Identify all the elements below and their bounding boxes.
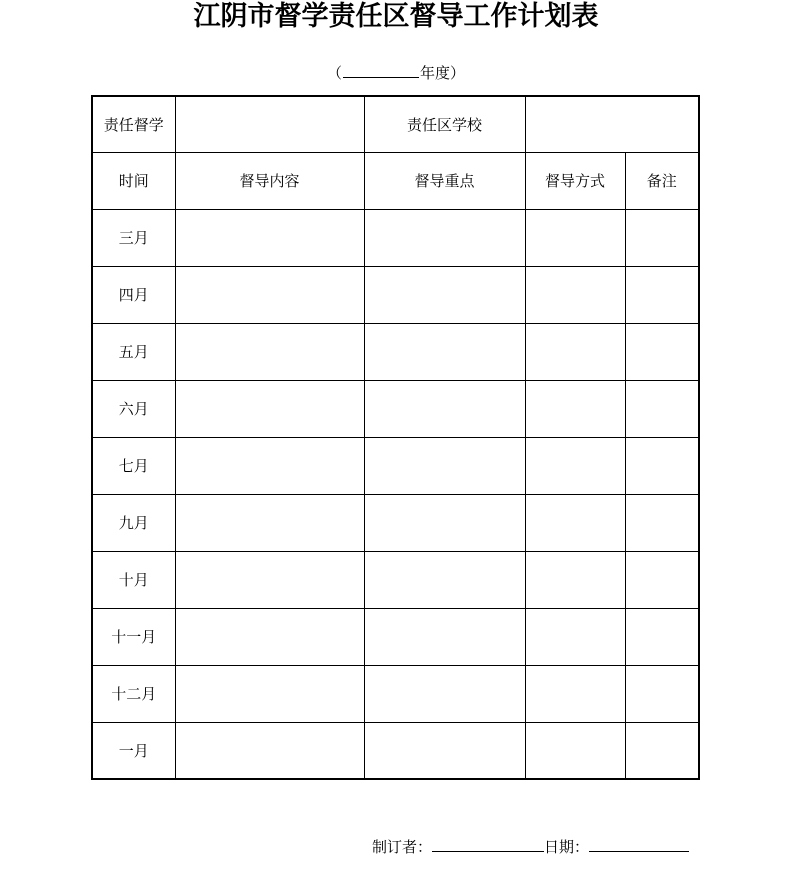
focus-cell[interactable] — [364, 209, 525, 266]
date-blank-field[interactable] — [589, 835, 689, 852]
table-row — [92, 380, 699, 437]
col-header-method: 督导方式 — [525, 152, 625, 209]
method-cell[interactable] — [525, 323, 625, 380]
method-cell[interactable] — [525, 209, 625, 266]
method-cell[interactable] — [525, 722, 625, 779]
header-row — [92, 96, 699, 152]
notes-cell[interactable] — [625, 665, 699, 722]
month-label: 五月 — [92, 323, 175, 380]
notes-cell[interactable] — [625, 722, 699, 779]
focus-cell[interactable] — [364, 380, 525, 437]
month-label: 九月 — [92, 494, 175, 551]
col-header-focus: 督导重点 — [364, 152, 525, 209]
date-label: 日期： — [544, 838, 590, 856]
content-cell[interactable] — [175, 551, 364, 608]
supervisor-value-cell[interactable] — [175, 96, 364, 152]
month-label: 十二月 — [92, 665, 175, 722]
table-row — [92, 323, 699, 380]
focus-cell[interactable] — [364, 437, 525, 494]
table-row — [92, 209, 699, 266]
notes-cell[interactable] — [625, 209, 699, 266]
page-title: 江阴市督学责任区督导工作计划表 — [193, 1, 599, 32]
month-label: 六月 — [92, 380, 175, 437]
content-cell[interactable] — [175, 380, 364, 437]
table-row — [92, 665, 699, 722]
focus-cell[interactable] — [364, 266, 525, 323]
month-label: 四月 — [92, 266, 175, 323]
focus-cell[interactable] — [364, 665, 525, 722]
method-cell[interactable] — [525, 494, 625, 551]
content-cell[interactable] — [175, 323, 364, 380]
notes-cell[interactable] — [625, 494, 699, 551]
table-row — [92, 494, 699, 551]
year-blank-field[interactable] — [343, 61, 419, 78]
month-label: 七月 — [92, 437, 175, 494]
content-cell[interactable] — [175, 209, 364, 266]
notes-cell[interactable] — [625, 608, 699, 665]
focus-cell[interactable] — [364, 494, 525, 551]
month-label: 十月 — [92, 551, 175, 608]
table-row — [92, 551, 699, 608]
column-header-row — [92, 152, 699, 209]
focus-cell[interactable] — [364, 722, 525, 779]
content-cell[interactable] — [175, 266, 364, 323]
content-cell[interactable] — [175, 437, 364, 494]
col-header-notes: 备注 — [625, 152, 699, 209]
maker-blank-field[interactable] — [432, 835, 544, 852]
method-cell[interactable] — [525, 437, 625, 494]
content-cell[interactable] — [175, 722, 364, 779]
notes-cell[interactable] — [625, 551, 699, 608]
col-header-time: 时间 — [92, 152, 175, 209]
focus-cell[interactable] — [364, 551, 525, 608]
focus-cell[interactable] — [364, 323, 525, 380]
content-cell[interactable] — [175, 494, 364, 551]
content-cell[interactable] — [175, 665, 364, 722]
method-cell[interactable] — [525, 551, 625, 608]
year-suffix: 年度） — [420, 64, 466, 82]
col-header-content: 督导内容 — [175, 152, 364, 209]
notes-cell[interactable] — [625, 380, 699, 437]
method-cell[interactable] — [525, 608, 625, 665]
table-row — [92, 266, 699, 323]
notes-cell[interactable] — [625, 437, 699, 494]
focus-cell[interactable] — [364, 608, 525, 665]
signature-line — [372, 835, 689, 857]
table-row — [92, 722, 699, 779]
method-cell[interactable] — [525, 665, 625, 722]
notes-cell[interactable] — [625, 266, 699, 323]
supervisor-label: 责任督学 — [92, 96, 175, 152]
month-label: 十一月 — [92, 608, 175, 665]
content-cell[interactable] — [175, 608, 364, 665]
table-row — [92, 437, 699, 494]
method-cell[interactable] — [525, 380, 625, 437]
maker-label: 制订者： — [372, 838, 433, 856]
year-open-paren: （ — [326, 64, 342, 82]
method-cell[interactable] — [525, 266, 625, 323]
schools-label: 责任区学校 — [364, 96, 525, 152]
month-label: 三月 — [92, 209, 175, 266]
notes-cell[interactable] — [625, 323, 699, 380]
schools-value-cell[interactable] — [525, 96, 699, 152]
month-label: 一月 — [92, 722, 175, 779]
year-line — [0, 61, 792, 84]
plan-table — [91, 95, 700, 780]
table-row — [92, 608, 699, 665]
